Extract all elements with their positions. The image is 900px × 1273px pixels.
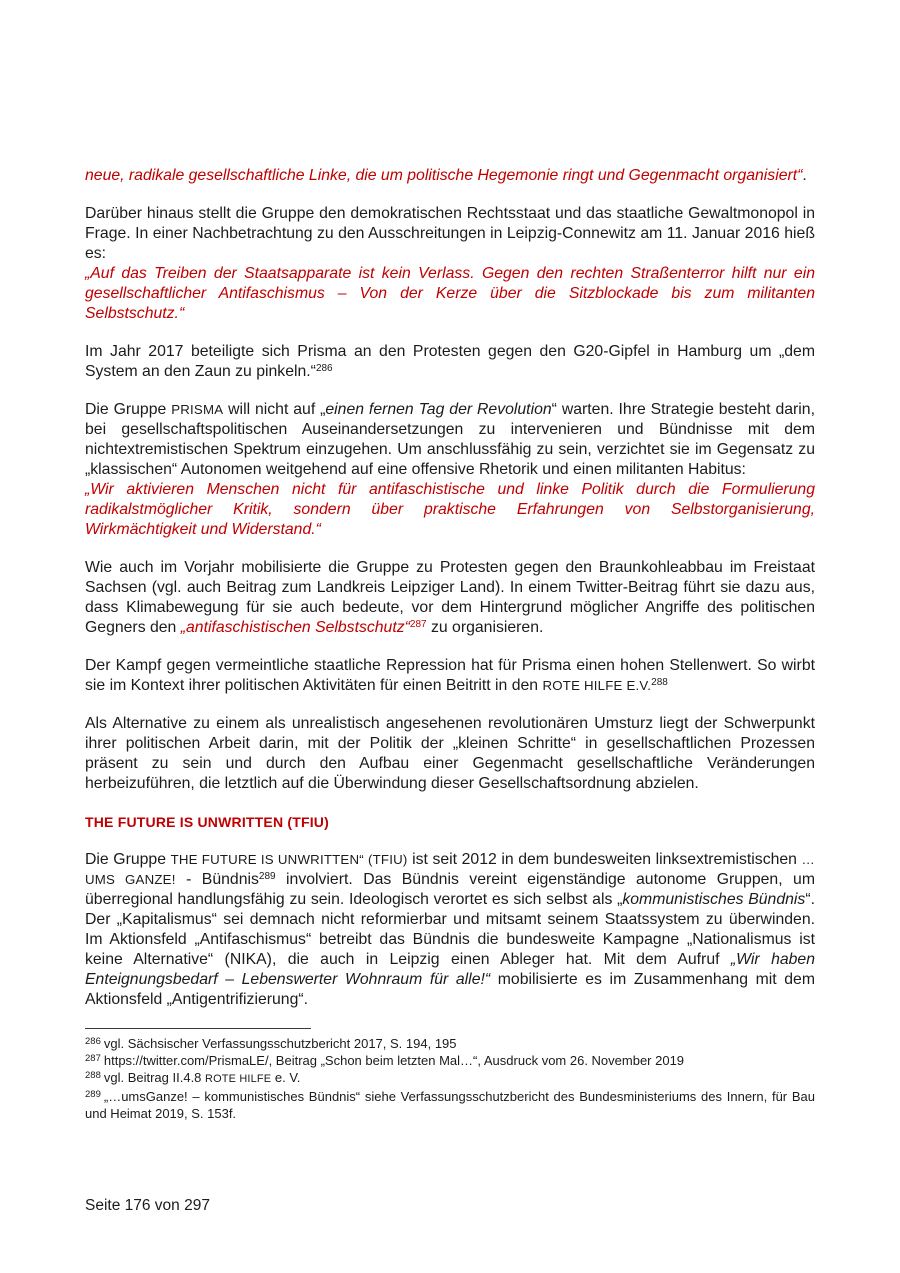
text-run: Wie auch im Vorjahr mobilisierte die Gruppe zu Protesten gegen den Braunkohleabbau im Freistaat Sachsen (vgl. auch Beitrag zum Landkreis Leipziger Land). In einem Twitter-Beitrag führt sie dazu aus, dass Klimabewegung für sie auch bedeute, vor dem Hintergrund möglicher Angriffe des politischen Gegners den [85,559,815,636]
footnote-separator [85,1028,311,1029]
text-run: . [802,167,807,184]
text-run: vgl. Beitrag II.4.8 [103,1070,206,1085]
paragraph [85,714,815,794]
footnote-reference: 287 [409,619,427,630]
paragraph [85,204,815,264]
text-run: - Bündnis [175,871,259,888]
text-run: ist seit 2012 in dem bundesweiten linksextremistischen [407,851,802,868]
text-run: https://twitter.com/PrismaLE/, Beitrag „Schon beim letzten Mal…“, Ausdruck vom 26. November 2019 [103,1053,685,1068]
text-run: e. V. [271,1070,301,1085]
footnote-reference: 289 [258,871,276,882]
text-run: …UMS GANZE! [85,852,816,887]
text-run: PRISMA [171,402,224,417]
text-run: mobilisierte es im Zusammenhang mit dem Aktionsfeld „Antigentrifizierung“. [85,971,816,1008]
text-run: einen fernen Tag der Revolution [325,401,552,418]
paragraph [85,850,815,1010]
text-run: Als Alternative zu einem als unrealistisch angesehenen revolutionären Umsturz liegt der Schwerpunkt ihrer politischen Arbeit darin, mit der Politik der „kleinen Schritte“ in gesellschaftlichen Prozessen präsent zu sein und durch den Aufbau einer Gegenmacht gesellschaftliche Veränderungen herbeizuführen, die letztlich auf die Überwindung dieser Gesellschaftsordnung abzielen. [85,715,815,792]
text-run: ROTE HILFE [205,1073,272,1085]
text-run: “. Der „Kapitalismus“ sei demnach nicht reformierbar und mitsamt seinem Staatssystem zu überwinden. Im Aktionsfeld „Antifaschismus“ betreibt das Bündnis die bundesweite Kampagne „Nationalismus ist keine Alternative“ (NIKA), die auch in Leipzig einen Ableger hat. Mit dem Aufruf [85,891,815,968]
text-run: „…umsGanze! – kommunistisches Bündnis“ siehe Verfassungsschutzbericht des Bundesministeriums des Innern, für Bau und Heimat 2019, S. 153f. [85,1089,815,1121]
paragraph [85,480,815,540]
text-run: Der Kampf gegen vermeintliche staatliche Repression hat für Prisma einen hohen Stellenwert. So wirbt sie im Kontext ihrer politischen Aktivitäten für einen Beitritt in den [85,657,815,694]
paragraph [85,264,815,324]
text-run: involviert. Das Bündnis vereint eigenständige autonome Gruppen, um überregional handlungsfähig zu sein. Ideologisch verortet es sich selbst als „ [85,871,815,908]
footnote-reference: 286 [315,363,333,374]
footnotes-section [0,1035,900,1122]
footnote-marker: 289 [85,1089,101,1100]
footnote-marker: 287 [85,1053,101,1064]
text-run: Die Gruppe [85,851,171,868]
text-run: zu organisieren. [426,619,544,636]
paragraph [85,558,815,638]
paragraph [85,656,815,696]
footnote-marker: 286 [85,1036,101,1047]
paragraph [85,342,815,382]
text-run: neue, radikale gesellschaftliche Linke, die um politische Hegemonie ringt und Gegenmacht organisiert“ [85,167,803,184]
text-run: Darüber hinaus stellt die Gruppe den demokratischen Rechtsstaat und das staatliche Gewaltmonopol in Frage. In einer Nachbetrachtung zu den Ausschreitungen in Leipzig-Connewitz am 11. Januar 2016 hieß es: [85,205,815,262]
text-run: vgl. Sächsischer Verfassungsschutzbericht 2017, S. 194, 195 [103,1036,457,1051]
text-run: „Wir haben Enteignungsbedarf – Lebenswerter Wohnraum für alle!“ [85,951,816,988]
text-run: Die Gruppe [85,401,172,418]
text-run: Im Jahr 2017 beteiligte sich Prisma an den Protesten gegen den G20-Gipfel in Hamburg um „dem System an den Zaun zu pinkeln.“ [85,343,815,380]
page-number: Seite 176 von 297 [85,1197,210,1214]
text-run: THE FUTURE IS UNWRITTEN (TFIU) [85,814,329,830]
text-run: „antifaschistischen Selbstschutz“ [180,619,410,636]
section-heading [85,812,815,832]
footnote [85,1069,815,1088]
text-run: ROTE HILFE E.V. [542,678,652,693]
footnote [85,1052,815,1069]
text-run: kommunistisches Bündnis [622,891,806,908]
footnote [85,1088,815,1122]
text-run: “ warten. Ihre Strategie besteht darin, bei gesellschaftspolitischen Auseinandersetzungen zu intervenieren und Bündnisse mit dem nichtextremistischen Spektrum einzugehen. Um anschlussfähig zu sein, verzichtet sie im Gegensatz zu „klassischen“ Autonomen weitgehend auf eine offensive Rhetorik und einen militanten Habitus: [85,401,815,478]
footnote-reference: 288 [651,677,668,688]
text-run: THE FUTURE IS UNWRITTEN“ (TFIU) [170,852,408,867]
text-run: „Auf das Treiben der Staatsapparate ist kein Verlass. Gegen den rechten Straßenterror hilft nur ein gesellschaftlicher Antifaschismus – Von der Kerze über die Sitzblockade bis zum militanten Selbstschutz.“ [85,265,815,322]
text-run: „Wir aktivieren Menschen nicht für antifaschistische und linke Politik durch die Formulierung radikalstmöglicher Kritik, sondern über praktische Erfahrungen von Selbstorganisierung, Wirkmächtigkeit und Widerstand.“ [85,481,815,538]
footnote [85,1035,815,1052]
text-run: will nicht auf „ [223,401,326,418]
paragraph [85,400,815,480]
paragraph [85,166,815,186]
footnote-marker: 288 [85,1070,101,1081]
